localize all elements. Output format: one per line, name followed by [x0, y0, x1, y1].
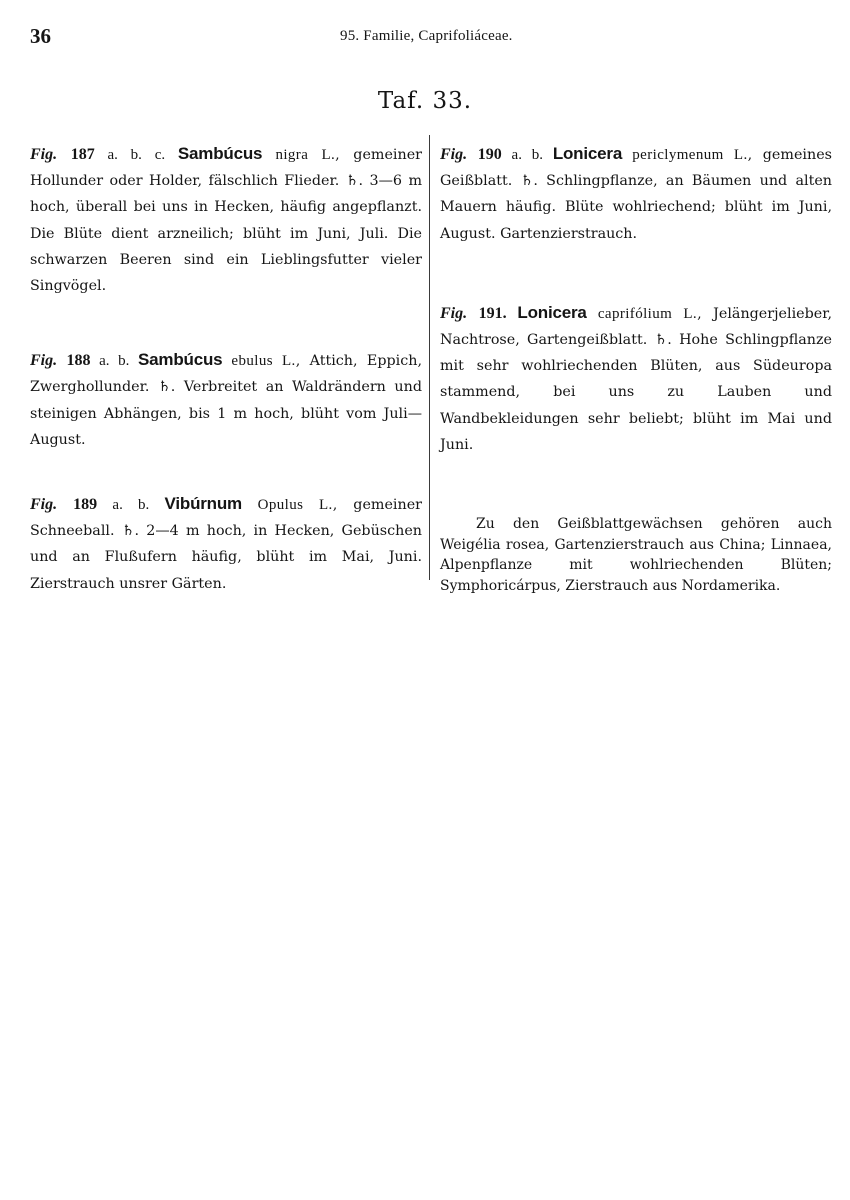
fig-parts: a. b.	[501, 147, 553, 163]
genus-name: Sambúcus	[177, 144, 263, 163]
figure-entry-191	[440, 300, 832, 458]
species-name: Opulus L.	[241, 497, 333, 514]
fig-parts: a. b.	[90, 353, 139, 370]
genus-name: Vibúrnum	[164, 494, 242, 514]
fig-parts: a. b.	[97, 497, 165, 514]
fig-parts	[507, 306, 518, 322]
page-header	[30, 24, 820, 54]
figure-entry-188	[30, 347, 422, 453]
fig-number: 187	[70, 146, 95, 163]
figure-entry-187	[30, 141, 422, 299]
species-name: caprifólium L.	[586, 305, 698, 322]
figure-entry-189	[30, 491, 422, 597]
entry-description: , gemeiner Schneeball. ♄. 2—4 m hoch, in Hecken, Gebüschen und an Flußufern häufig, blüht im Mai, Juni. Zierstrauch unsrer Gärten.	[30, 497, 423, 592]
fig-label: Fig.	[30, 496, 58, 514]
genus-name: Lonicera	[517, 302, 587, 322]
genus-name: Sambúcus	[138, 350, 223, 370]
fig-number: 191.	[478, 304, 507, 322]
page-number: 36	[30, 24, 51, 48]
genus-name: Lonicera	[552, 144, 623, 163]
entry-description: , Attich, Eppich, Zwerghollunder. ♄. Verbreitet an Waldrändern und steinigen Abhängen, bis 1 m hoch, blüht vom Juli—August.	[30, 353, 423, 448]
fig-number: 189	[73, 496, 98, 514]
entry-description: , Jelängerjelieber, Nachtrose, Gartengeißblatt. ♄. Hohe Schlingpflanze mit sehr wohlriechenden Blüten, aus Südeuropa stammend, bei uns zu Lauben und Wandbekleidungen sehr beliebt; blüht im Mai und Juni.	[440, 305, 833, 453]
fig-parts: a. b. c.	[94, 147, 178, 163]
fig-label: Fig.	[440, 304, 468, 322]
species-name: ebulus L.	[222, 353, 296, 370]
left-column	[30, 141, 422, 597]
right-column	[440, 141, 832, 596]
running-head: 95. Familie, Caprifoliáceae.	[340, 28, 513, 44]
entry-description: , gemeines Geißblatt. ♄. Schlingpflanze, an Bäumen und alten Mauern häufig. Blüte wohlriechend; blüht im Juni, August. Gartenzierstrauch.	[440, 147, 832, 242]
entry-description: , gemeiner Hollunder oder Holder, fälschlich Flieder. ♄. 3—6 m hoch, überall bei uns in Hecken, häufig angepflanzt. Die Blüte dient arzneilich; blüht im Juni, Juli. Die schwarzen Beeren sind ein Lieblingsfutter vieler Singvögel.	[30, 147, 422, 295]
fig-label: Fig.	[440, 146, 468, 163]
plate-title: Taf. 33.	[377, 88, 473, 114]
fig-number: 190	[477, 146, 502, 163]
fig-label: Fig.	[30, 146, 58, 163]
species-name: periclymenum L.	[622, 147, 748, 163]
family-note: Zu den Geißblattgewächsen gehören auch Weigélia rosea, Gartenzierstrauch aus China; Linnaea, Alpenpflanze mit wohlriechenden Blüten; Symphoricárpus, Zierstrauch aus Nordamerika.	[440, 516, 832, 594]
species-name: nigra L.	[262, 147, 336, 163]
fig-label: Fig.	[30, 352, 58, 370]
fig-number: 188	[66, 352, 91, 370]
column-divider	[429, 135, 430, 580]
figure-entry-190	[440, 141, 832, 247]
